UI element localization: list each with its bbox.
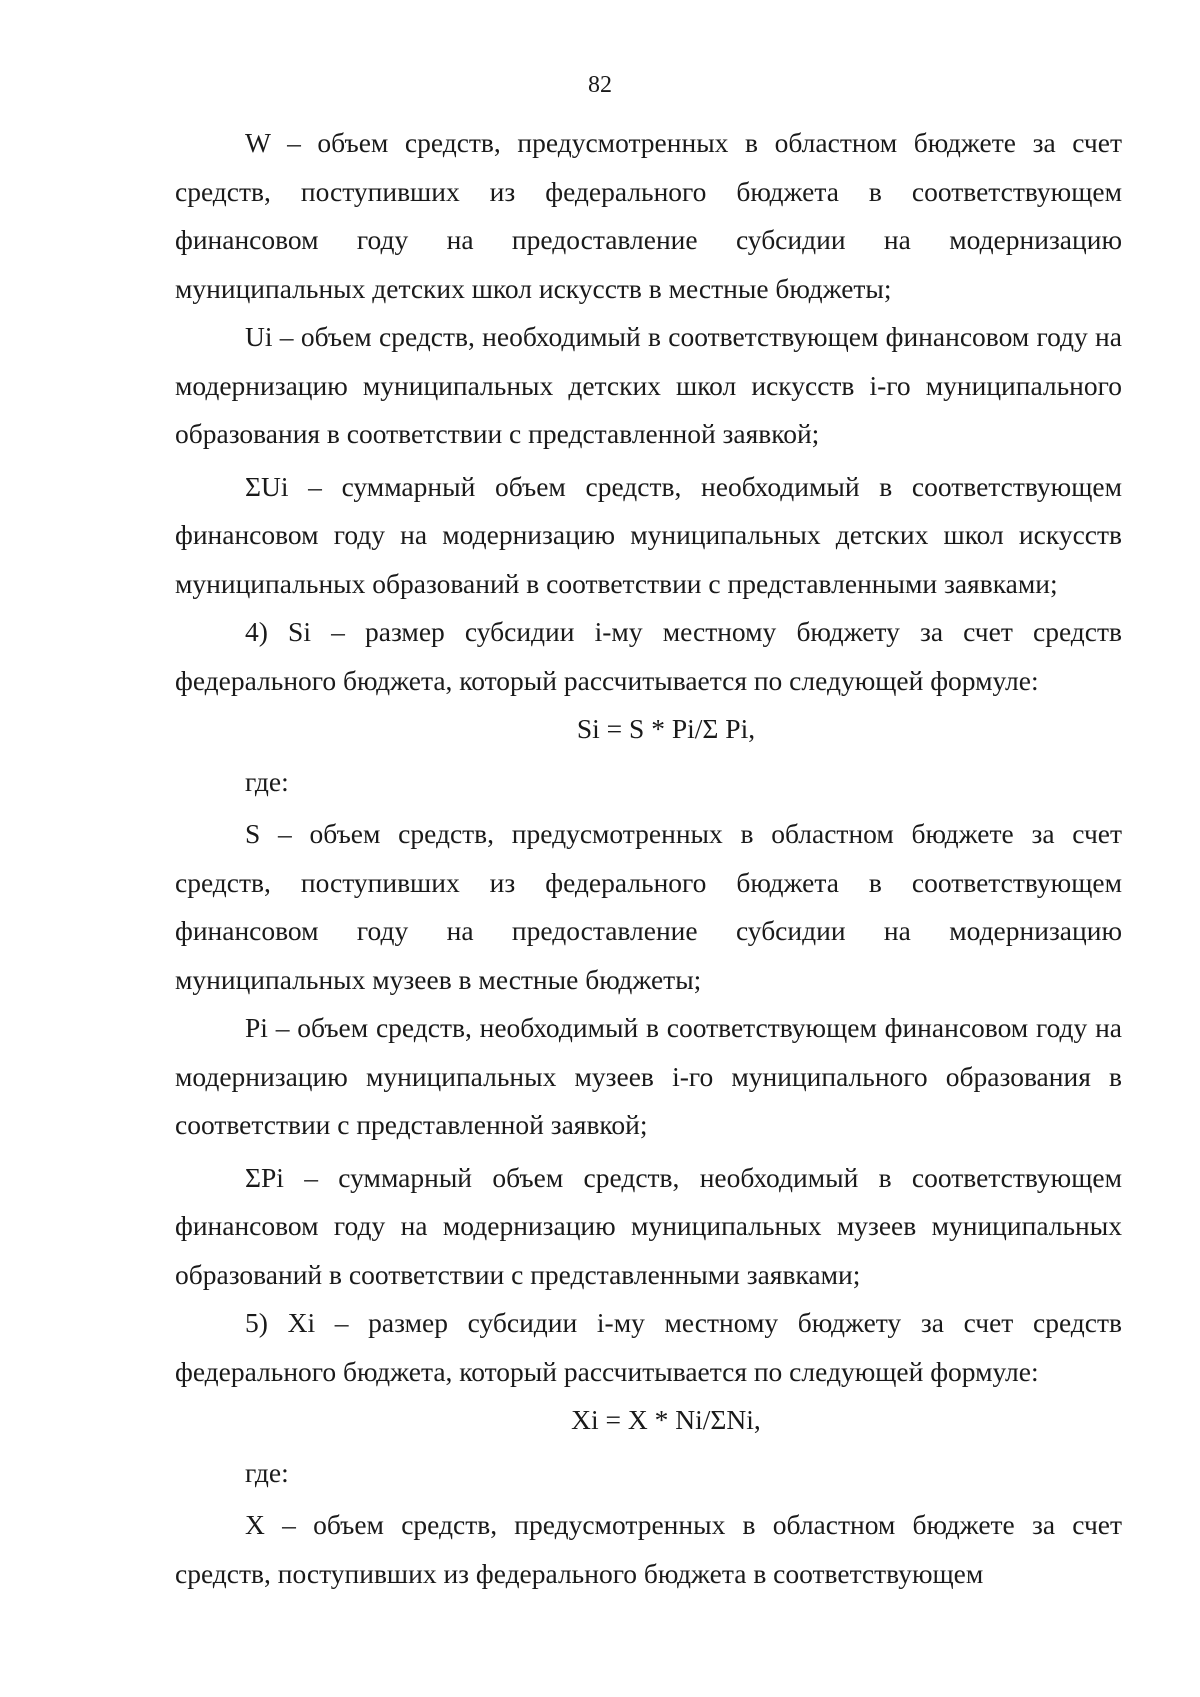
paragraph-x-definition: X – объем средств, предусмотренных в областном бюджете за счет средств, поступивших из федерального бюджета в соответствующем [175,1509,1122,1589]
paragraph-sum-pi-definition: ΣPi – суммарный объем средств, необходимый в соответствующем финансовом году на модернизацию муниципальных музеев муниципальных образований в соответствии с представленными заявками; [175,1161,1122,1290]
paragraph-sum-ui-definition: ΣUi – суммарный объем средств, необходимый в соответствующем финансовом году на модернизацию муниципальных детских школ искусств муниципальных образований в соответствии с представленными заявками; [175,470,1122,599]
paragraph-ui-definition: Ui – объем средств, необходимый в соответствующем финансовом году на модернизацию муниципальных детских школ искусств i-го муниципального образования в соответствии с представленной заявкой; [175,321,1122,449]
document-body [175,119,1122,1598]
formula-xi: Xi = X * Ni/ΣNi, [571,1404,761,1435]
paragraph-item-4: 4) Si – размер субсидии i-му местному бюджету за счет средств федерального бюджета, который рассчитывается по следующей формуле: [175,616,1122,696]
formula-si: Si = S * Pi/Σ Pi, [576,713,756,744]
paragraph-item-5: 5) Xi – размер субсидии i-му местному бюджету за счет средств федерального бюджета, который рассчитывается по следующей формуле: [175,1307,1122,1387]
where-label-2: где: [245,1456,289,1488]
where-label: где: [245,765,289,797]
paragraph-w-definition: W – объем средств, предусмотренных в областном бюджете за счет средств, поступивших из федерального бюджета в соответствующем финансовом году на предоставление субсидии на модернизацию муниципальных детских школ искусств в местные бюджеты; [175,127,1122,304]
page-number: 82 [588,72,612,98]
paragraph-s-definition: S – объем средств, предусмотренных в областном бюджете за счет средств, поступивших из федерального бюджета в соответствующем финансовом году на предоставление субсидии на модернизацию муниципальных музеев в местные бюджеты; [175,818,1122,995]
paragraph-pi-definition: Pi – объем средств, необходимый в соответствующем финансовом году на модернизацию муниципальных музеев i-го муниципального образования в соответствии с представленной заявкой; [175,1012,1122,1140]
